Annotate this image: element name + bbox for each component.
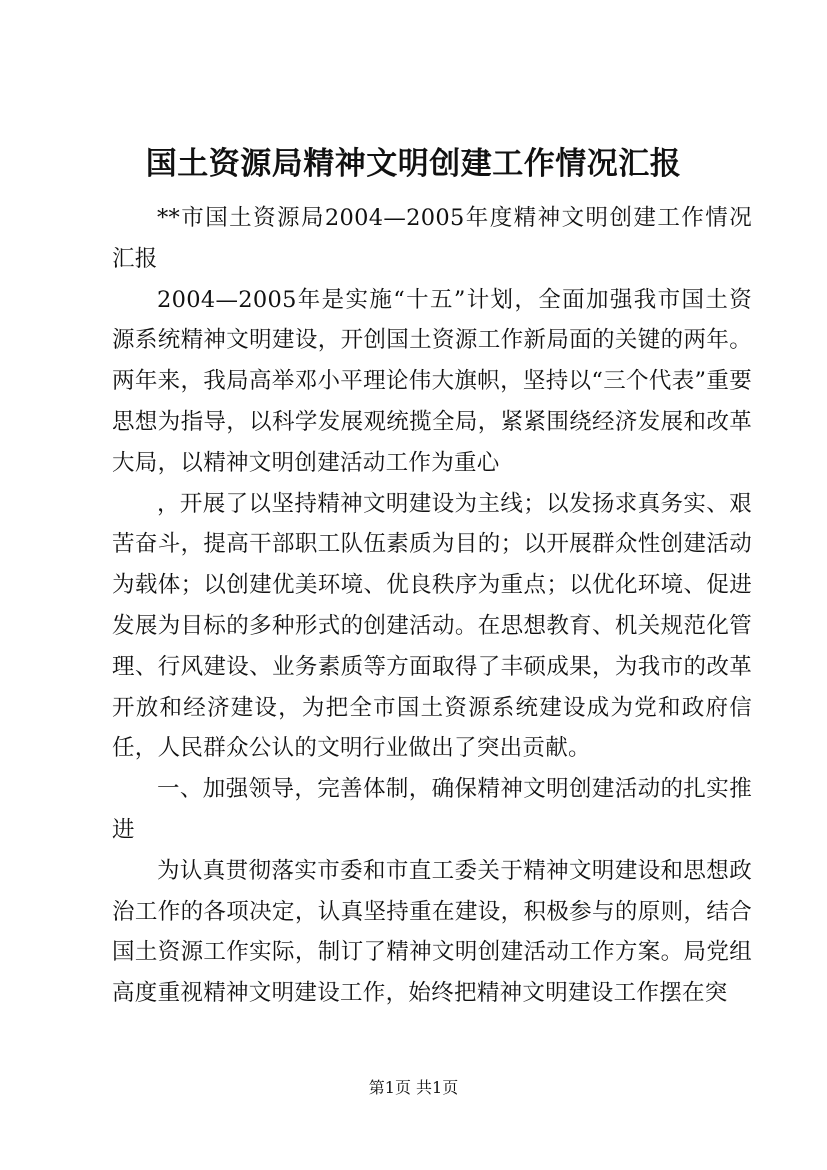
- document-title: 国土资源局精神文明创建工作情况汇报: [145, 146, 682, 182]
- paragraph-introduction: 2004—2005年是实施“十五”计划，全面加强我市国土资源系统精神文明建设，开创国土资源工作新局面的关键的两年。两年来，我局高举邓小平理论伟大旗帜，坚持以“三个代表”重要思想为指导，以科学发展观统揽全局，紧紧围绕经济发展和改革大局，以精神文明创建活动工作为重心: [112, 286, 752, 476]
- paragraph-activities: ，开展了以坚持精神文明建设为主线；以发扬求真务实、艰苦奋斗，提高干部职工队伍素质为目的；以开展群众性创建活动为载体；以创建优美环境、优良秩序为重点；以优化环境、促进发展为目标的多种形式的创建活动。在思想教育、机关规范化管理、行风建设、业务素质等方面取得了丰硕成果，为我市的改革开放和经济建设，为把全市国土资源系统建设成为党和政府信任，人民群众公认的文明行业做出了突出贡献。: [112, 490, 752, 762]
- paragraph-report-subtitle: **市国土资源局2004—2005年度精神文明创建工作情况汇报: [112, 205, 752, 272]
- page-number-footer: 第1页 共1页: [368, 1078, 459, 1097]
- document-body: [112, 198, 752, 1014]
- section-heading-1: 一、加强领导，完善体制，确保精神文明创建活动的扎实推进: [112, 776, 752, 843]
- paragraph-section-1: 为认真贯彻落实市委和市直工委关于精神文明建设和思想政治工作的各项决定，认真坚持重在建设，积极参与的原则，结合国土资源工作实际，制订了精神文明创建活动工作方案。局党组高度重视精神文明建设工作，始终把精神文明建设工作摆在突: [112, 857, 752, 1007]
